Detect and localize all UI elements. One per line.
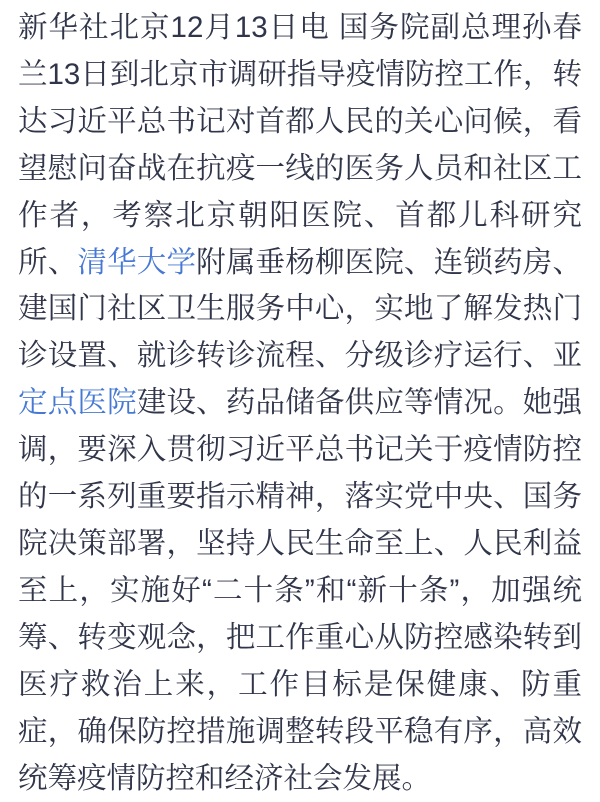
link-tsinghua-university[interactable]: 清华大学 — [77, 245, 197, 279]
text-segment: 建设、药品储备供应等情况。她强 — [136, 386, 582, 420]
text-segment: 作者，考察北京朝阳医院、首都儿科研究 — [18, 198, 582, 232]
text-line — [18, 427, 582, 474]
text-line — [18, 521, 582, 568]
text-line — [18, 474, 582, 521]
text-line — [18, 380, 582, 427]
link-designated-hospital[interactable]: 定点医院 — [18, 386, 137, 420]
text-segment: 诊设置、就诊转诊流程、分级诊疗运行、亚 — [18, 339, 582, 373]
text-segment: 新华社北京12月13日电 国务院副总理孙春 — [18, 11, 582, 44]
text-segment: 医疗救治上来，工作目标是保健康、防重 — [18, 667, 582, 701]
text-segment: 症，确保防控措施调整转段平稳有序，高效 — [18, 714, 582, 748]
text-line — [18, 99, 582, 146]
text-line — [18, 146, 582, 193]
text-line — [18, 662, 582, 709]
text-line — [18, 333, 582, 380]
text-segment: 调，要深入贯彻习近平总书记关于疫情防控 — [18, 433, 582, 467]
text-segment: 兰13日到北京市调研指导疫情防控工作，转 — [18, 57, 582, 91]
text-line — [18, 52, 582, 99]
text-line — [18, 756, 582, 802]
text-line — [18, 286, 582, 333]
text-line — [18, 240, 582, 287]
text-segment: 统筹疫情防控和经济社会发展。 — [18, 761, 432, 795]
text-line — [18, 5, 582, 52]
text-segment: 达习近平总书记对首都人民的关心问候，看 — [18, 104, 582, 138]
text-segment: 至上，实施好“二十条”和“新十条”，加强统 — [18, 573, 582, 607]
text-segment: 望慰问奋战在抗疫一线的医务人员和社区工 — [18, 151, 582, 185]
text-segment: 院决策部署，坚持人民生命至上、人民利益 — [18, 526, 582, 560]
text-line — [18, 193, 582, 240]
text-segment: 的一系列重要指示精神，落实党中央、国务 — [18, 480, 582, 514]
text-segment: 筹、转变观念，把工作重心从防控感染转到 — [18, 620, 582, 654]
text-segment: 附属垂杨柳医院、连锁药房、 — [196, 245, 582, 279]
text-segment: 所、 — [18, 245, 78, 279]
text-segment: 建国门社区卫生服务中心，实地了解发热门 — [18, 292, 582, 326]
text-line — [18, 568, 582, 615]
text-line — [18, 615, 582, 662]
text-line — [18, 709, 582, 756]
